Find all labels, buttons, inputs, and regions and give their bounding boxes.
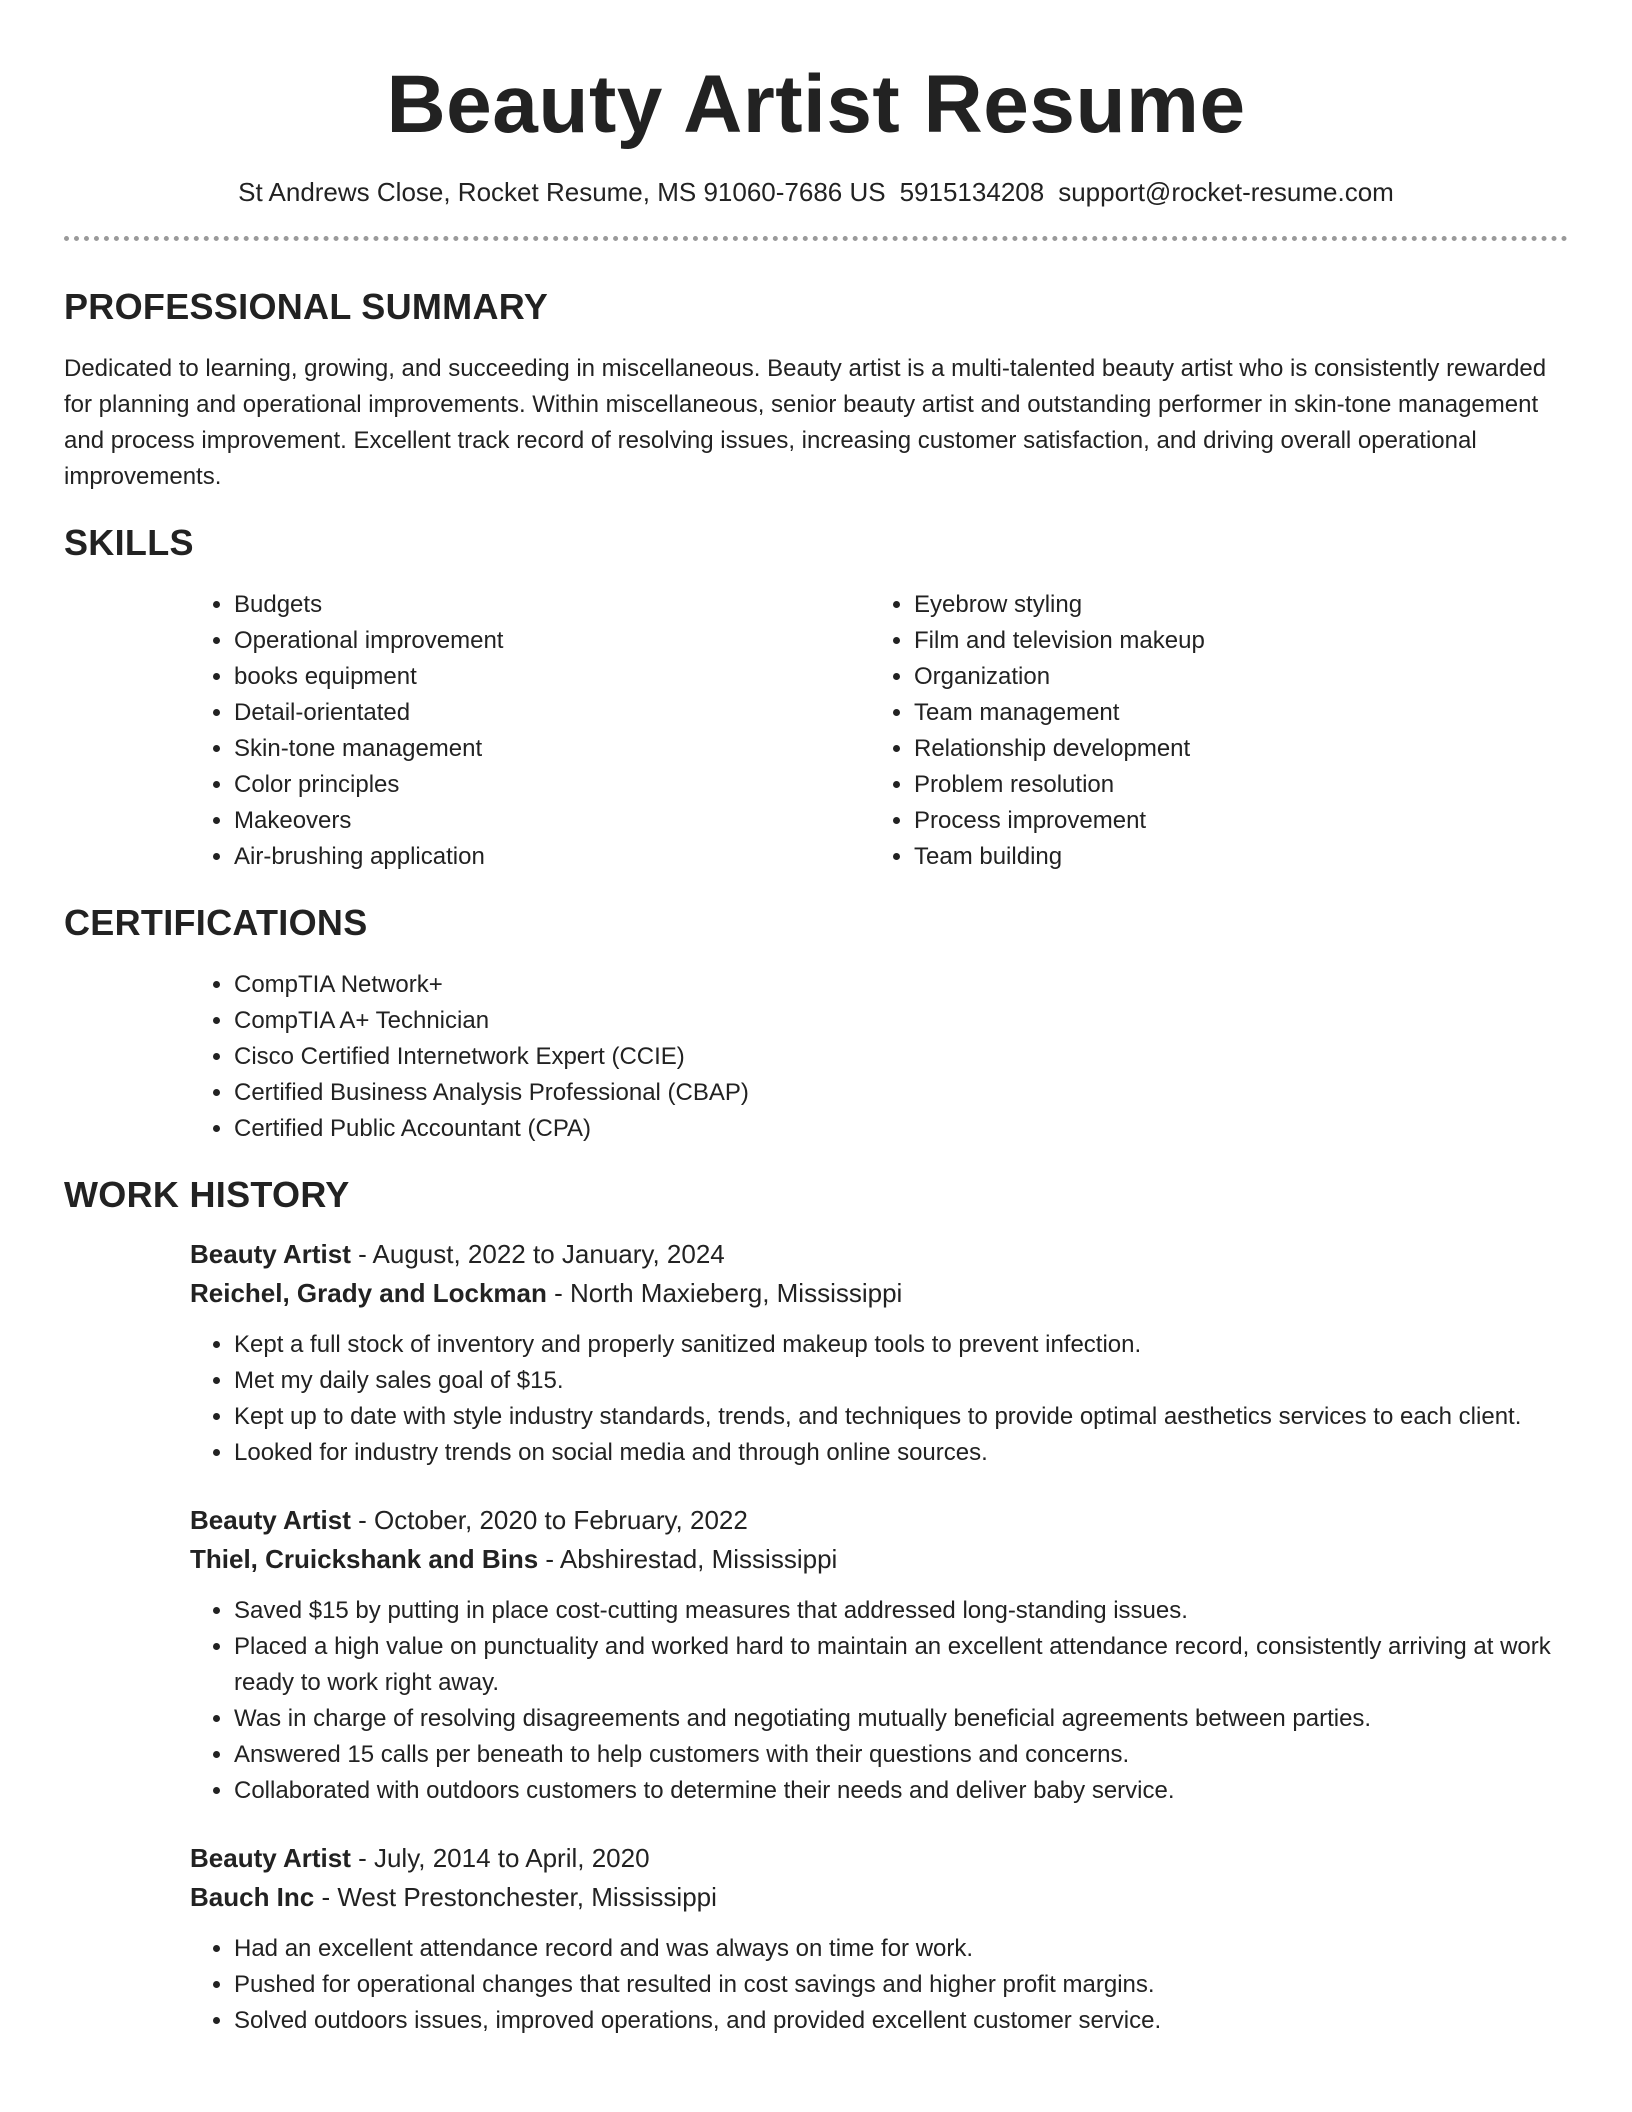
skills-column-right bbox=[870, 587, 1550, 875]
skill-item: • Organization bbox=[914, 659, 1550, 695]
job-location: - West Prestonchester, Mississippi bbox=[314, 1882, 717, 1912]
job-dates: - August, 2022 to January, 2024 bbox=[350, 1239, 725, 1269]
header-divider bbox=[64, 236, 1568, 241]
job-bullets bbox=[190, 1931, 1568, 2039]
job-bullet: • Was in charge of resolving disagreements and negotiating mutually beneficial agreements between parties. bbox=[234, 1701, 1568, 1737]
job-role: Beauty Artist bbox=[190, 1843, 351, 1873]
skill-item: • Color principles bbox=[234, 767, 870, 803]
job-role-line bbox=[190, 1839, 1568, 1878]
skills-list bbox=[190, 587, 1568, 875]
job-company: Bauch Inc bbox=[190, 1882, 315, 1912]
skill-item: • Air-brushing application bbox=[234, 839, 870, 875]
certification-item: • Certified Public Accountant (CPA) bbox=[234, 1111, 1568, 1147]
resume-page bbox=[64, 0, 1568, 2039]
skill-item: • Makeovers bbox=[234, 803, 870, 839]
skill-item: • Process improvement bbox=[914, 803, 1550, 839]
job-role-line bbox=[190, 1235, 1568, 1274]
job-dates: - July, 2014 to April, 2020 bbox=[350, 1843, 650, 1873]
job-bullet: • Solved outdoors issues, improved operations, and provided excellent customer service. bbox=[234, 2003, 1568, 2039]
skill-item: • Detail-orientated bbox=[234, 695, 870, 731]
contact-address: St Andrews Close, Rocket Resume, MS 91060-7686 US bbox=[238, 177, 886, 207]
job-bullet: • Answered 15 calls per beneath to help customers with their questions and concerns. bbox=[234, 1737, 1568, 1773]
certification-item: • CompTIA Network+ bbox=[234, 967, 1568, 1003]
job-bullet: • Pushed for operational changes that resulted in cost savings and higher profit margins. bbox=[234, 1967, 1568, 2003]
job-role: Beauty Artist bbox=[190, 1505, 351, 1535]
certification-item: • Cisco Certified Internetwork Expert (CCIE) bbox=[234, 1039, 1568, 1075]
certifications-list bbox=[190, 967, 1568, 1147]
contact-phone: 5915134208 bbox=[899, 177, 1045, 207]
contact-email: support@rocket-resume.com bbox=[1058, 177, 1394, 207]
job-bullet: • Saved $15 by putting in place cost-cutting measures that addressed long-standing issues. bbox=[234, 1593, 1568, 1629]
job-bullet: • Placed a high value on punctuality and worked hard to maintain an excellent attendance record, consistently arriving at work ready to work right away. bbox=[234, 1629, 1568, 1701]
job-bullet: • Looked for industry trends on social media and through online sources. bbox=[234, 1435, 1568, 1471]
job-entry bbox=[190, 1501, 1568, 1809]
job-bullet: • Met my daily sales goal of $15. bbox=[234, 1363, 1568, 1399]
certifications-heading: CERTIFICATIONS bbox=[64, 902, 368, 943]
job-entry bbox=[190, 1235, 1568, 1471]
job-bullet: • Collaborated with outdoors customers to determine their needs and deliver baby service. bbox=[234, 1773, 1568, 1809]
job-company-line bbox=[190, 1878, 1568, 1917]
skill-item: • Team management bbox=[914, 695, 1550, 731]
skills-column-left bbox=[190, 587, 870, 875]
job-entry bbox=[190, 1839, 1568, 2039]
skill-item: • Skin-tone management bbox=[234, 731, 870, 767]
job-company-line bbox=[190, 1540, 1568, 1579]
skill-item: • books equipment bbox=[234, 659, 870, 695]
work-history-heading: WORK HISTORY bbox=[64, 1174, 350, 1215]
job-company: Thiel, Cruickshank and Bins bbox=[190, 1544, 539, 1574]
job-company: Reichel, Grady and Lockman bbox=[190, 1278, 547, 1308]
job-bullet: • Had an excellent attendance record and was always on time for work. bbox=[234, 1931, 1568, 1967]
certification-item: • CompTIA A+ Technician bbox=[234, 1003, 1568, 1039]
job-role: Beauty Artist bbox=[190, 1239, 351, 1269]
skill-item: • Relationship development bbox=[914, 731, 1550, 767]
resume-title: Beauty Artist Resume bbox=[386, 59, 1246, 150]
job-location: - Abshirestad, Mississippi bbox=[538, 1544, 838, 1574]
certification-item: • Certified Business Analysis Professional (CBAP) bbox=[234, 1075, 1568, 1111]
job-role-line bbox=[190, 1501, 1568, 1540]
skills-heading: SKILLS bbox=[64, 522, 194, 563]
skill-item: • Film and television makeup bbox=[914, 623, 1550, 659]
job-dates: - October, 2020 to February, 2022 bbox=[350, 1505, 748, 1535]
job-bullet: • Kept up to date with style industry standards, trends, and techniques to provide optimal aesthetics services to each client. bbox=[234, 1399, 1568, 1435]
skill-item: • Budgets bbox=[234, 587, 870, 623]
job-location: - North Maxieberg, Mississippi bbox=[546, 1278, 903, 1308]
summary-text: Dedicated to learning, growing, and succeeding in miscellaneous. Beauty artist is a multi-talented beauty artist who is consistently rewarded for planning and operational improvements. Within miscellaneous, senior beauty artist and outstanding performer in skin-tone management and process improvement. Excellent track record of resolving issues, increasing customer satisfaction, and driving overall operational improvements. bbox=[64, 355, 1547, 490]
job-bullets bbox=[190, 1327, 1568, 1471]
job-bullet: • Kept a full stock of inventory and properly sanitized makeup tools to prevent infection. bbox=[234, 1327, 1568, 1363]
skill-item: • Team building bbox=[914, 839, 1550, 875]
skill-item: • Problem resolution bbox=[914, 767, 1550, 803]
skill-item: • Eyebrow styling bbox=[914, 587, 1550, 623]
summary-heading: PROFESSIONAL SUMMARY bbox=[64, 286, 549, 327]
skill-item: • Operational improvement bbox=[234, 623, 870, 659]
job-company-line bbox=[190, 1274, 1568, 1313]
contact-line bbox=[64, 176, 1568, 208]
job-bullets bbox=[190, 1593, 1568, 1809]
